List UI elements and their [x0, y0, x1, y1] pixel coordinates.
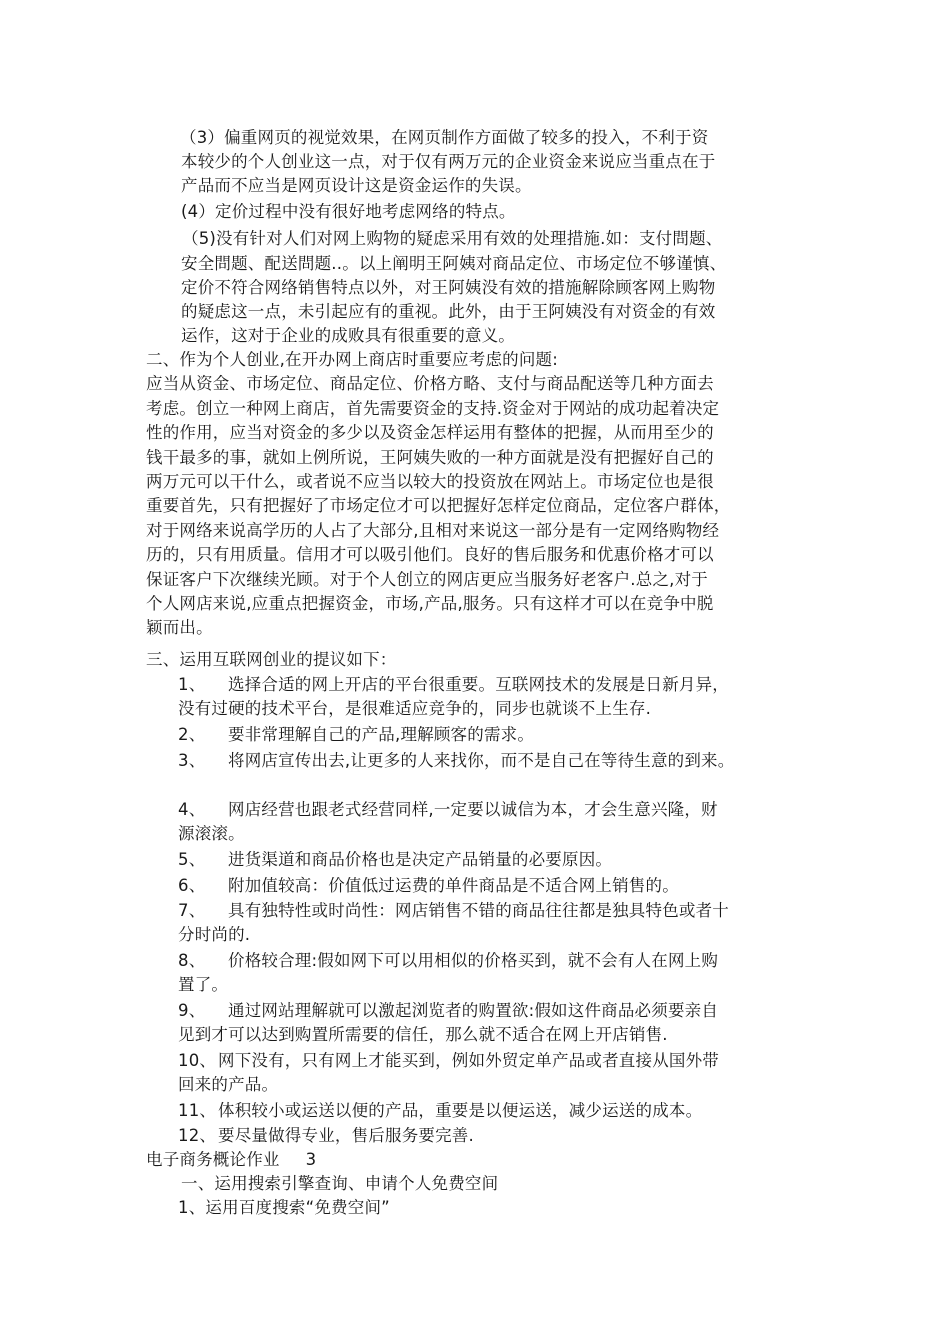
- problem-3-line-1: （3）偏重网页的视觉效果，在网页制作方面做了较多的投入，不利于资: [180, 128, 709, 147]
- list-item-text: 回来的产品。: [178, 1075, 279, 1094]
- section-2-paragraph-line: 历的，只有用质量。信用才可以吸引他们。良好的售后服务和优惠价格才可以: [146, 545, 714, 564]
- section-2-heading: 二、作为个人创业,在开办网上商店时重要应考虑的问题:: [146, 350, 559, 369]
- problem-5-line-5: 运作，这对于企业的成败具有很重要的意义。: [181, 326, 515, 345]
- list-item-number: 9、: [178, 1001, 206, 1020]
- list-item-text: 体积较小或运送以便的产品，重要是以便运送，减少运送的成本。: [218, 1101, 703, 1120]
- list-item-number: 12、: [178, 1126, 217, 1145]
- section-2-paragraph-line: 重要首先，只有把握好了市场定位才可以把握好怎样定位商品，定位客户群体，: [146, 496, 731, 515]
- problem-5-line-1: （5)没有针对人们对网上购物的疑虑采用有效的处理措施.如：支付問题、: [182, 229, 723, 248]
- section-2-paragraph-line: 个人网店来说,应重点把握资金，市场,产品,服务。只有这样才可以在竞争中脱: [146, 594, 714, 613]
- assignment-title: [146, 1148, 316, 1172]
- assignment-subheading: 一、运用搜索引擎查询、申请个人免费空间: [181, 1174, 499, 1193]
- list-item-number: 5、: [178, 850, 206, 869]
- section-2-paragraph-line: 应当从资金、市场定位、商品定位、价格方略、支付与商品配送等几种方面去: [146, 374, 714, 393]
- list-item-number: 10、: [178, 1051, 217, 1070]
- list-item-text: 分时尚的.: [178, 925, 251, 944]
- assignment-step-1: 1、运用百度搜索“免费空间”: [178, 1198, 390, 1217]
- list-item-text: 具有独特性或时尚性：网店销售不错的商品往往都是独具特色或者十: [228, 901, 729, 920]
- list-item-text: 置了。: [178, 975, 229, 994]
- list-item-text: 通过网站理解就可以激起浏览者的购置欲:假如这件商品必须要亲自: [228, 1001, 719, 1020]
- section-2-paragraph-line: 颖而出。: [146, 618, 213, 637]
- list-item-text: 源滚滚。: [178, 824, 245, 843]
- problem-3-line-3: 产品而不应当是网页设计这是资金运作的失误。: [181, 176, 532, 195]
- list-item-text: 没有过硬的技术平台，是很难适应竞争的，同步也就谈不上生存.: [178, 699, 652, 718]
- assignment-title-text: 电子商务概论作业: [146, 1150, 280, 1169]
- section-2-paragraph-line: 钱干最多的事，就如上例所说，王阿姨失败的一种方面就是没有把握好自己的: [146, 448, 714, 467]
- list-item-number: 7、: [178, 901, 206, 920]
- problem-3-line-2: 本较少的个人创业这一点，对于仅有两万元的企业资金来说应当重点在于: [181, 152, 716, 171]
- section-2-paragraph-line: 考虑。创立一种网上商店，首先需要资金的支持.资金对于网站的成功起着决定: [146, 399, 720, 418]
- list-item-text: 进货渠道和商品价格也是决定产品销量的必要原因。: [228, 850, 613, 869]
- list-item-text: 网下没有，只有网上才能买到，例如外贸定单产品或者直接从国外带: [218, 1051, 719, 1070]
- problem-5-line-4: 的疑虑这一点，未引起应有的重视。此外，由于王阿姨没有对资金的有效: [181, 302, 716, 321]
- list-item-text: 见到才可以达到购置所需要的信任，那么就不适合在网上开店销售.: [178, 1025, 668, 1044]
- section-2-paragraph-line: 保证客户下次继续光顾。对于个人创立的网店更应当服务好老客户.总之,对于: [146, 570, 708, 589]
- list-item-text: 网店经营也跟老式经营同样,一定要以诚信为本，才会生意兴隆，财: [228, 800, 718, 819]
- list-item-text: 选择合适的网上开店的平台很重要。互联网技术的发展是日新月异，: [228, 675, 729, 694]
- problem-4-line-1: (4）定价过程中没有很好地考虑网络的特点。: [181, 202, 516, 221]
- problem-5-line-2: 安全問题、配送問题..。以上阐明王阿姨对商品定位、市场定位不够谨慎、: [181, 254, 727, 273]
- list-item-number: 6、: [178, 876, 206, 895]
- assignment-number: 3: [305, 1150, 317, 1169]
- list-item-text: 附加值较高：价值低过运费的单件商品是不适合网上销售的。: [228, 876, 679, 895]
- list-item-number: 8、: [178, 951, 206, 970]
- list-item-number: 4、: [178, 800, 206, 819]
- list-item-text: 价格较合理:假如网下可以用相似的价格买到，就不会有人在网上购: [228, 951, 719, 970]
- section-2-paragraph-line: 对于网络来说高学历的人占了大部分,且相对来说这一部分是有一定网络购物经: [146, 521, 720, 540]
- section-2-paragraph-line: 性的作用，应当对资金的多少以及资金怎样运用有整体的把握，从而用至少的: [146, 423, 714, 442]
- section-2-paragraph-line: 两万元可以干什么，或者说不应当以较大的投资放在网站上。市场定位也是很: [146, 472, 714, 491]
- list-item-text: 要尽量做得专业，售后服务要完善.: [218, 1126, 474, 1145]
- problem-5-line-3: 定价不符合网络销售特点以外，对王阿姨没有效的措施解除顾客网上购物: [181, 278, 716, 297]
- list-item-number: 11、: [178, 1101, 217, 1120]
- list-item-number: 1、: [178, 675, 206, 694]
- section-3-heading: 三、运用互联网创业的提议如下：: [146, 650, 397, 669]
- list-item-number: 3、: [178, 751, 206, 770]
- list-item-text: 要非常理解自己的产品,理解顾客的需求。: [228, 725, 535, 744]
- list-item-number: 2、: [178, 725, 206, 744]
- list-item-text: 将网店宣传出去,让更多的人来找你，而不是自己在等待生意的到来。: [228, 751, 735, 770]
